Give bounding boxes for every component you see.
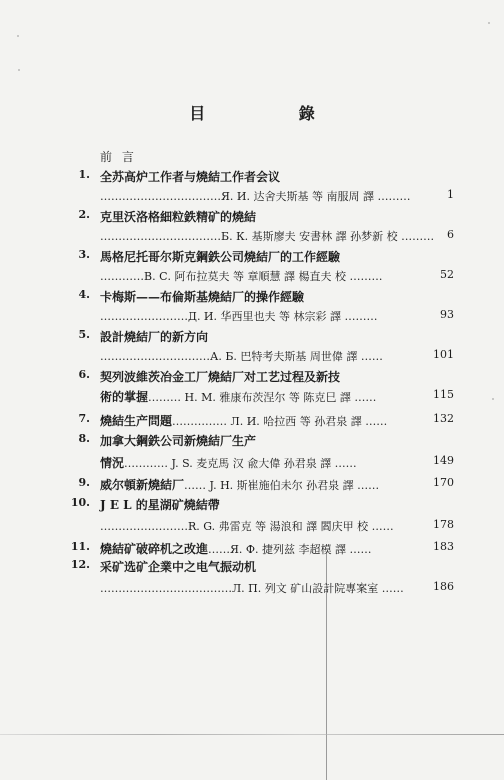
entry-attribution — [100, 308, 454, 324]
entry-page-number: 183 — [433, 540, 454, 553]
entry-title-continuation: 術的掌握 — [100, 390, 149, 404]
dot-leaders: …………… — [172, 415, 228, 428]
entry-credit: Н. М. 雅康布茨涅尔 等 陈克巳 譯 …… — [184, 391, 377, 404]
dot-leaders: ……… — [148, 391, 182, 404]
entry-attribution — [100, 518, 454, 534]
entry-credit: R. G. 弗雷克 等 湯浪和 譯 閻庆甲 校 …… — [188, 520, 394, 533]
entry-title: 燒結矿破碎机之改進 — [100, 542, 209, 556]
entry-attribution — [100, 580, 454, 596]
entry-title: 燒結生产問題 — [100, 414, 173, 428]
entry-number: 4. — [78, 288, 90, 301]
entry-page-number: 1 — [447, 188, 454, 201]
entry-credit: Я. Ф. 捷列兹 李超模 譯 …… — [230, 543, 372, 556]
entry-number: 6. — [78, 368, 90, 381]
entry-title: 設計燒結厂的新方向 — [100, 330, 209, 344]
entry-attribution — [100, 348, 454, 364]
entry-page-number: 6 — [447, 228, 454, 241]
entry-page-number: 132 — [433, 412, 454, 425]
entry-page-number: 115 — [433, 388, 454, 401]
dot-leaders: ………… — [100, 270, 144, 283]
entry-page-number: 52 — [440, 268, 454, 281]
entry-title: 采矿选矿企業中之电气振动机 — [100, 560, 257, 574]
scan-speck — [492, 398, 494, 400]
entry-attribution — [100, 412, 454, 429]
entry-title-continuation: 情況 — [100, 456, 125, 470]
dot-leaders: …………………………… — [100, 230, 221, 243]
entry-title: 加拿大鋼鉄公司新燒結厂生产 — [100, 434, 257, 448]
dot-leaders: …………………………… — [100, 190, 221, 203]
scan-bottom-rule — [0, 734, 504, 735]
entry-attribution — [100, 454, 454, 471]
preface-heading: 前 言 — [100, 150, 137, 164]
entry-title: 全苏高炉工作者与燒結工作者会议 — [100, 170, 281, 184]
entry-attribution — [100, 388, 454, 405]
entry-attribution — [100, 476, 454, 493]
entry-number: 1. — [78, 168, 90, 181]
entry-number: 12. — [70, 558, 90, 571]
entry-number: 7. — [78, 412, 90, 425]
entry-number: 10. — [70, 496, 90, 509]
dot-leaders: ………………………… — [100, 350, 210, 363]
entry-number: 8. — [78, 432, 90, 445]
entry-number: 11. — [70, 540, 90, 553]
entry-credit: Б. К. 基斯廖夫 安書林 譯 孙梦新 校 ……… — [221, 230, 435, 243]
entry-attribution — [100, 540, 454, 557]
page-title: 目 錄 — [189, 104, 359, 123]
entry-credit: J. H. 斯崔施伯未尔 孙君泉 譯 …… — [209, 479, 380, 492]
dot-leaders: ………… — [124, 457, 169, 470]
entry-credit: В. С. 阿布拉莫夫 等 章順慧 譯 楊直夫 校 ……… — [144, 270, 383, 283]
entry-page-number: 170 — [433, 476, 454, 489]
entry-attribution — [100, 268, 454, 284]
entry-title: 卡梅斯——布倫斯基燒結厂的操作經驗 — [100, 290, 305, 304]
entry-page-number: 101 — [433, 348, 454, 361]
dot-leaders: …………………… — [100, 520, 188, 533]
scan-speck — [488, 22, 490, 24]
entry-title: 克里沃洛格細粒鉄精矿的燒結 — [100, 210, 257, 224]
entry-number: 2. — [78, 208, 90, 221]
entry-number: 5. — [78, 328, 90, 341]
entry-credit: J. S. 麦克馬 汉 兪大偉 孙君泉 譯 …… — [171, 457, 357, 470]
entry-title: 契列波維茨冶金工厂燒結厂对工艺过程及新技 — [100, 370, 341, 384]
entry-number: 9. — [78, 476, 90, 489]
entry-title: J E L 的星湖矿燒結帶 — [100, 498, 220, 512]
entry-credit: Д. И. 华西里也夫 等 林宗彩 譯 ……… — [188, 310, 378, 323]
dot-leaders: …………………… — [100, 310, 188, 323]
entry-number: 3. — [78, 248, 90, 261]
entry-credit: Я. И. 达舍夫斯基 等 南服周 譯 ……… — [221, 190, 411, 203]
scan-speck — [17, 35, 19, 37]
entry-title: 馬格尼托哥尔斯克鋼鉄公司燒結厂的工作經驗 — [100, 250, 341, 264]
scan-speck — [18, 69, 20, 71]
entry-credit: Л. И. 哈拉西 等 孙君泉 譯 …… — [230, 415, 388, 428]
entry-page-number: 149 — [433, 454, 454, 467]
entry-credit: Л. П. 列文 矿山設計院專案室 …… — [232, 582, 404, 595]
entry-page-number: 93 — [440, 308, 454, 321]
dot-leaders: …… — [208, 543, 231, 556]
dot-leaders: ……………………………… — [100, 582, 232, 595]
entry-title: 威尔頓新燒結厂 — [100, 478, 185, 492]
entry-attribution — [100, 188, 454, 204]
entry-attribution — [100, 228, 454, 244]
entry-page-number: 186 — [433, 580, 454, 593]
entry-credit: А. Б. 巴特考夫斯基 周世偉 譯 …… — [210, 350, 383, 363]
entry-page-number: 178 — [433, 518, 454, 531]
dot-leaders: …… — [184, 479, 207, 492]
